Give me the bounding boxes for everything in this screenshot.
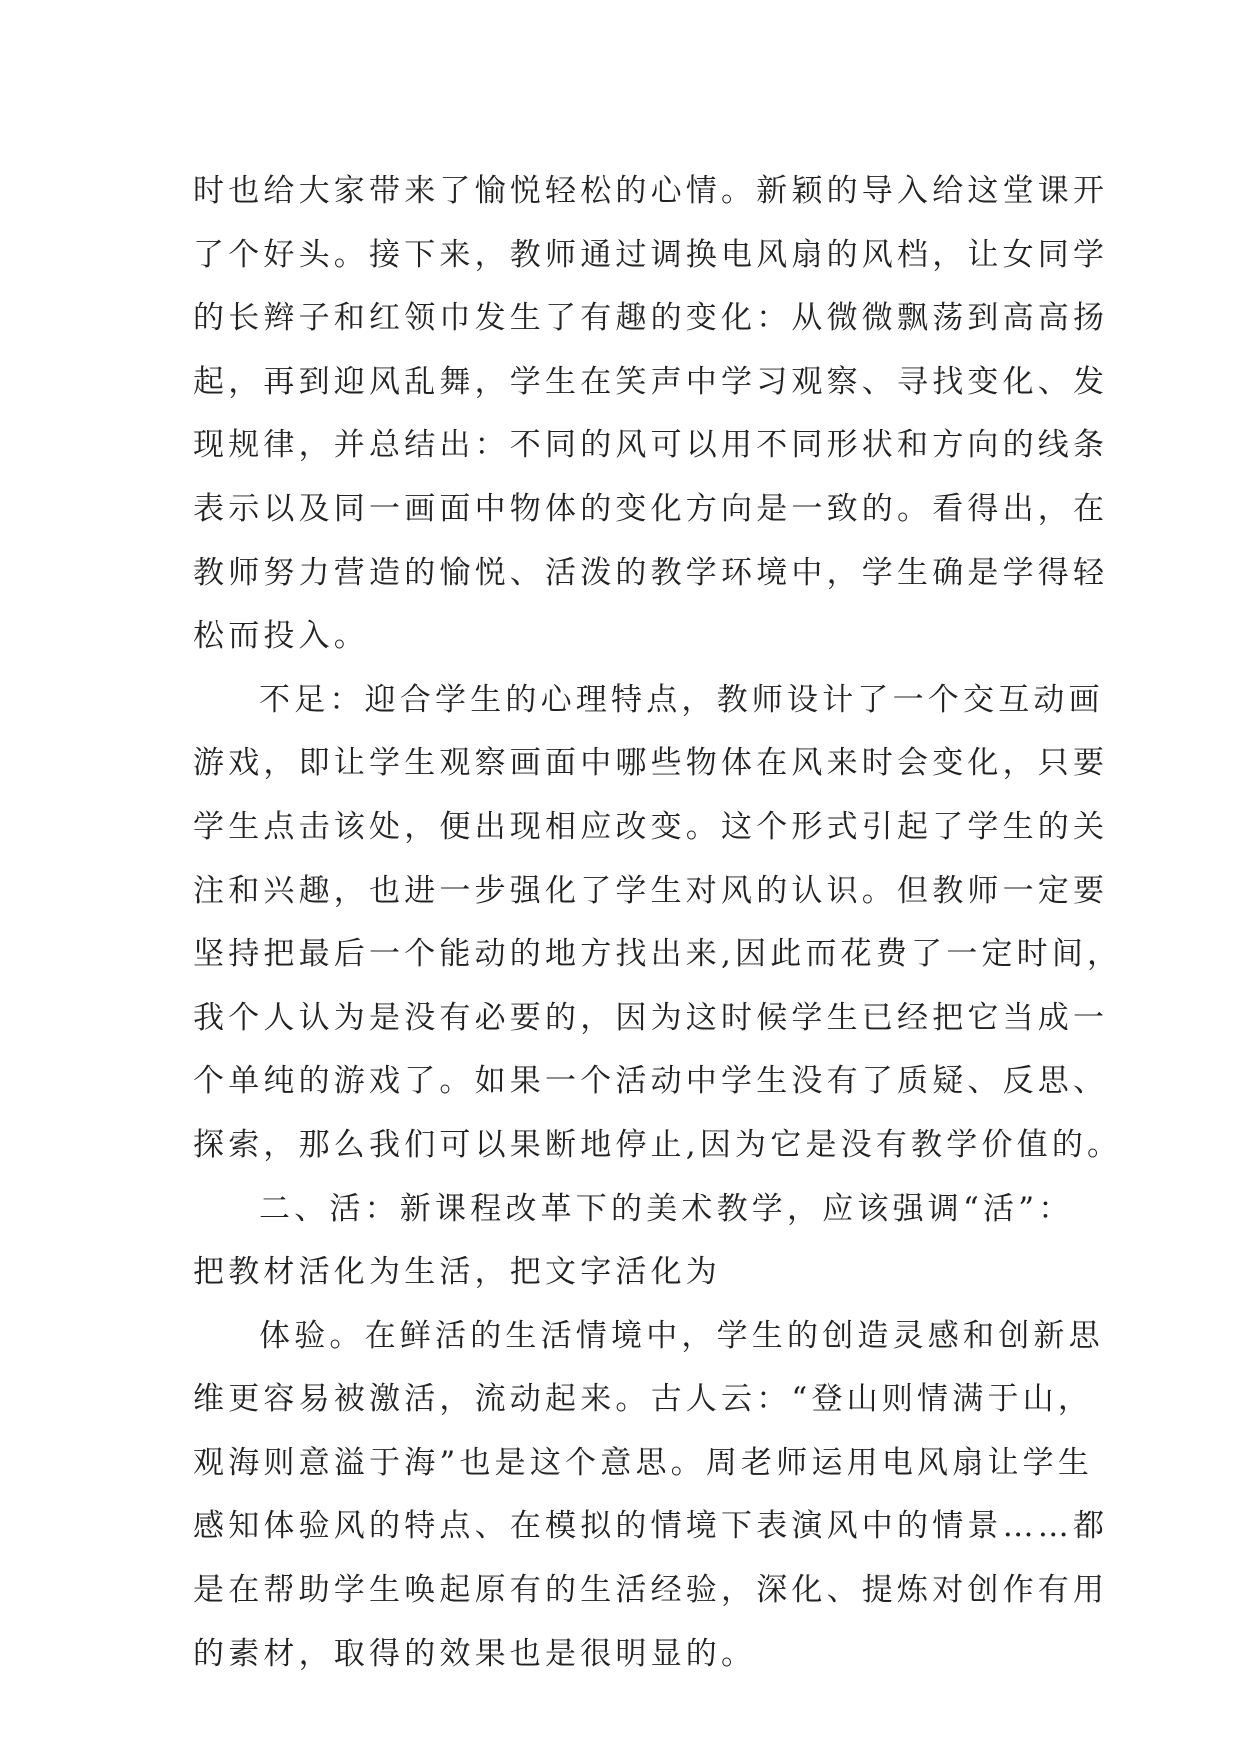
text-line: 现规律，并总结出：不同的风可以用不同形状和方向的线条 bbox=[193, 427, 1109, 464]
text-line: 的长辫子和红领巾发生了有趣的变化：从微微飘荡到高高扬 bbox=[193, 300, 1109, 337]
text-line: 注和兴趣，也进一步强化了学生对风的认识。但教师一定要 bbox=[193, 872, 1109, 909]
text-line: 坚持把最后一个能动的地方找出来,因此而花费了一定时间， bbox=[193, 936, 1123, 973]
text-line: 了个好头。接下来，教师通过调换电风扇的风档，让女同学 bbox=[193, 236, 1109, 273]
text-line: 的素材，取得的效果也是很明显的。 bbox=[193, 1635, 757, 1672]
text-line: 起，再到迎风乱舞，学生在笑声中学习观察、寻找变化、发 bbox=[193, 363, 1109, 400]
text-line: 表示以及同一画面中物体的变化方向是一致的。看得出，在 bbox=[193, 490, 1109, 527]
text-line: 感知体验风的特点、在模拟的情境下表演风中的情景……都 bbox=[193, 1508, 1109, 1545]
text-line: 个单纯的游戏了。如果一个活动中学生没有了质疑、反思、 bbox=[193, 1063, 1109, 1100]
text-line: 时也给大家带来了愉悦轻松的心情。新颖的导入给这堂课开 bbox=[193, 173, 1109, 209]
paragraph-first-line: 体验。在鲜活的生活情境中，学生的创造灵感和创新思 bbox=[259, 1317, 1104, 1354]
text-line: 观海则意溢于海”也是这个意思。周老师运用电风扇让学生 bbox=[193, 1444, 1094, 1481]
text-line: 把教材活化为生活，把文字活化为 bbox=[193, 1254, 721, 1291]
text-line: 维更容易被激活，流动起来。古人云：“登山则情满于山， bbox=[193, 1381, 1094, 1418]
text-line: 游戏，即让学生观察画面中哪些物体在风来时会变化，只要 bbox=[193, 745, 1109, 782]
text-line: 学生点击该处，便出现相应改变。这个形式引起了学生的关 bbox=[193, 808, 1109, 845]
text-line: 探索，那么我们可以果断地停止,因为它是没有教学价值的。 bbox=[193, 1126, 1123, 1163]
text-line: 教师努力营造的愉悦、活泼的教学环境中，学生确是学得轻 bbox=[193, 554, 1109, 591]
document-body bbox=[193, 160, 1123, 1686]
text-line: 我个人认为是没有必要的，因为这时候学生已经把它当成一 bbox=[193, 999, 1109, 1036]
section-heading-line: 二、活：新课程改革下的美术教学，应该强调“活”： bbox=[259, 1190, 1074, 1227]
text-line: 松而投入。 bbox=[193, 618, 369, 655]
paragraph-first-line: 不足：迎合学生的心理特点，教师设计了一个交互动画 bbox=[259, 681, 1104, 718]
text-line: 是在帮助学生唤起原有的生活经验，深化、提炼对创作有用 bbox=[193, 1572, 1109, 1609]
